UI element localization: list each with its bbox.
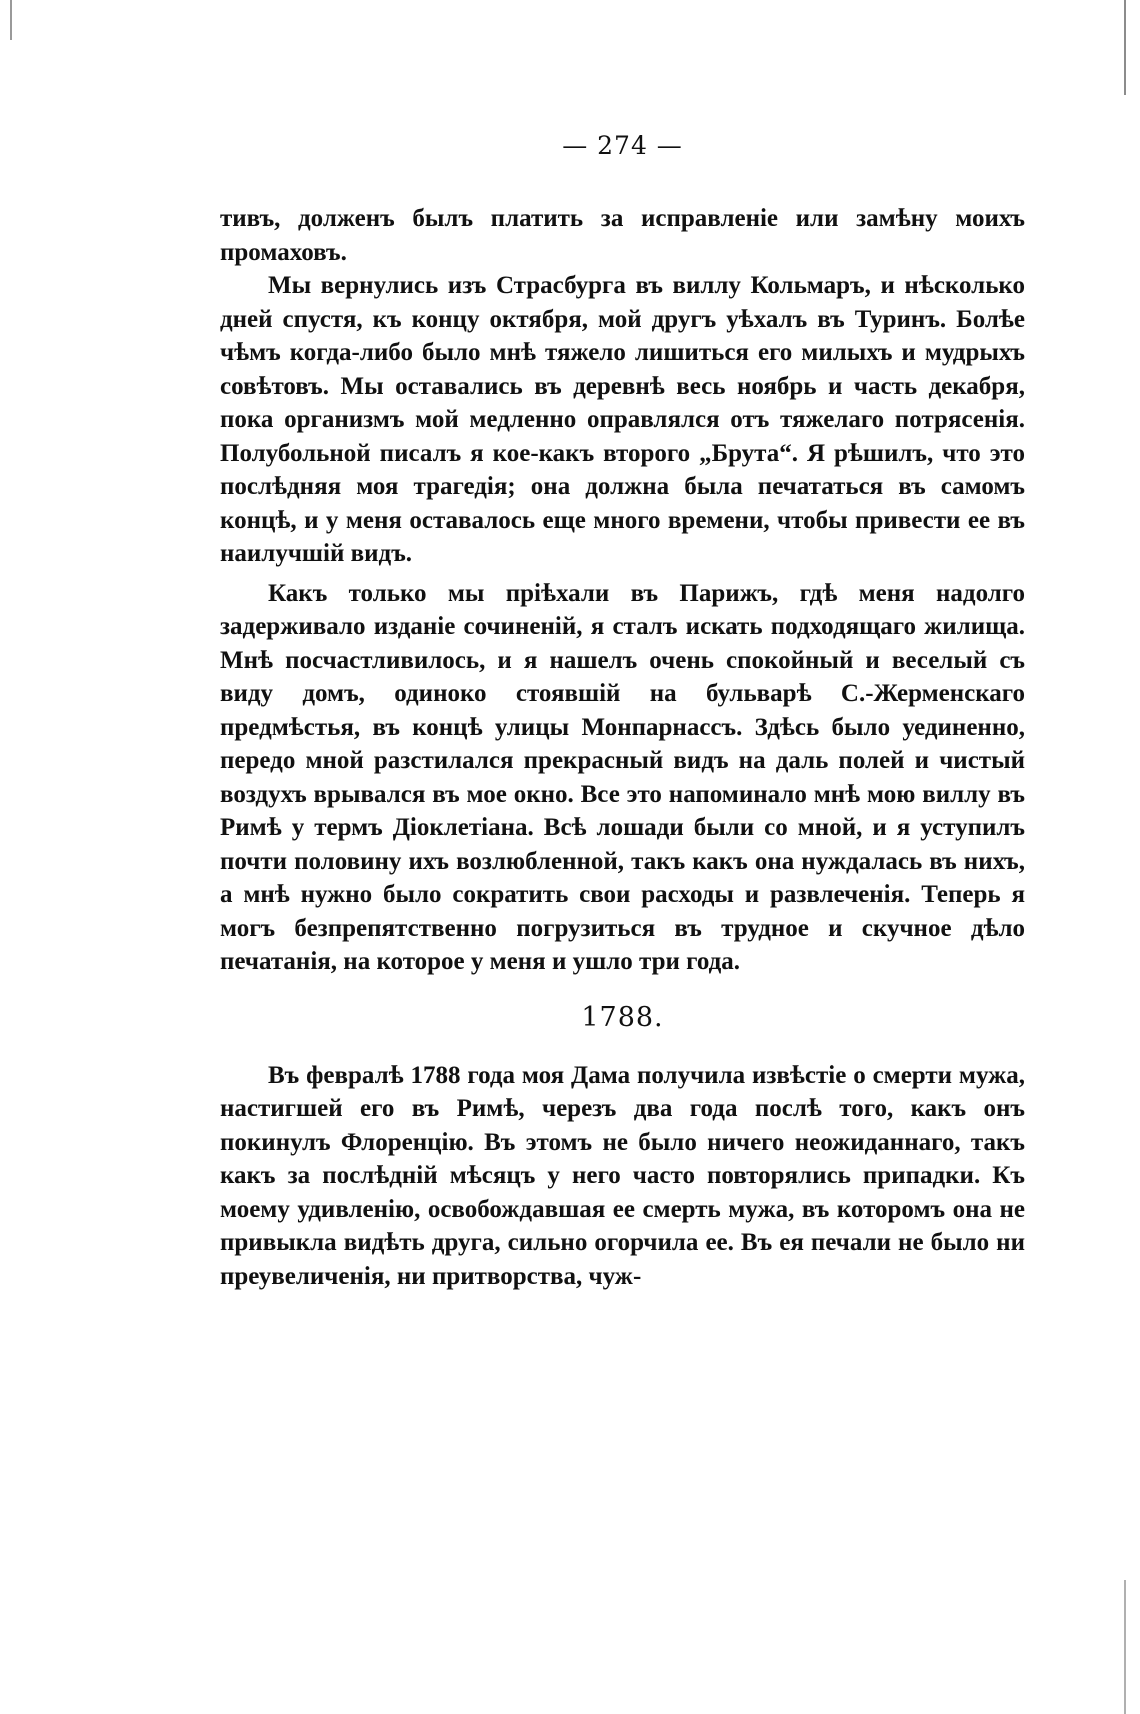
paragraph-return-from-strasbourg: Мы вернулись изъ Страсбурга въ виллу Кольмаръ, и нѣсколько дней спустя, къ концу октября, мой другъ уѣхалъ въ Туринъ. Болѣе чѣмъ когда-либо было мнѣ тяжело лишиться его милыхъ и мудрыхъ совѣтовъ. Мы оставались въ деревнѣ весь ноябрь и часть декабря, пока организмъ мой медленно оправлялся отъ тяжелаго потрясенія. Полубольной писалъ я кое-какъ второго „Брута“. Я рѣшилъ, что это послѣдняя моя трагедія; она должна была печататься въ самомъ концѣ, и у меня оставалось еще много времени, чтобы привести ее въ наилучшій видъ. xyxy=(220,272,1025,567)
paragraph-february-1788: Въ февралѣ 1788 года моя Дама получила извѣстіе о смерти мужа, настигшей его въ Римѣ, черезъ два года послѣ того, какъ онъ покинулъ Флоренцію. Въ этомъ не было ничего неожиданнаго, такъ какъ за послѣдній мѣсяцъ у него часто повторялись припадки. Къ моему удивленію, освобождавшая ее смерть мужа, въ которомъ она не привыкла видѣть друга, сильно огорчила ее. Въ ея печали не было ни преувеличенія, ни притворства, чуж- xyxy=(220,1061,1025,1290)
year-heading: 1788. xyxy=(581,1001,664,1033)
book-page xyxy=(220,130,1025,1293)
scan-edge-left xyxy=(10,0,12,40)
paragraph-arrival-in-paris: Какъ только мы пріѣхали въ Парижъ, гдѣ меня надолго задерживало изданіе сочиненій, я сталъ искать подходящаго жилища. Мнѣ посчастливилось, и я нашелъ очень спокойный и веселый съ виду домъ, одиноко стоявшій на бульварѣ С.-Жерменскаго предмѣстья, въ концѣ улицы Монпарнассъ. Здѣсь было уединенно, передо мной разстилался прекрасный видъ на даль полей и чистый воздухъ врывался въ мое окно. Все это напоминало мнѣ мою виллу въ Римѣ у термъ Діоклетіана. Всѣ лошади были со мной, и я уступилъ почти половину ихъ возлюбленной, такъ какъ она нуждалась въ нихъ, а мнѣ нужно было сократить свои расходы и развлеченія. Теперь я могъ безпрепятственно погрузиться въ трудное и скучное дѣло печатанія, на которое у меня и ушло три года. xyxy=(220,579,1025,975)
scan-edge-right-top xyxy=(1124,0,1126,95)
page-number: — 274 — xyxy=(562,131,683,160)
continuation-paragraph: тивъ, долженъ былъ платить за исправленіе или замѣну моихъ промаховъ. xyxy=(220,205,1025,266)
scan-edge-right-bottom xyxy=(1124,1580,1126,1714)
